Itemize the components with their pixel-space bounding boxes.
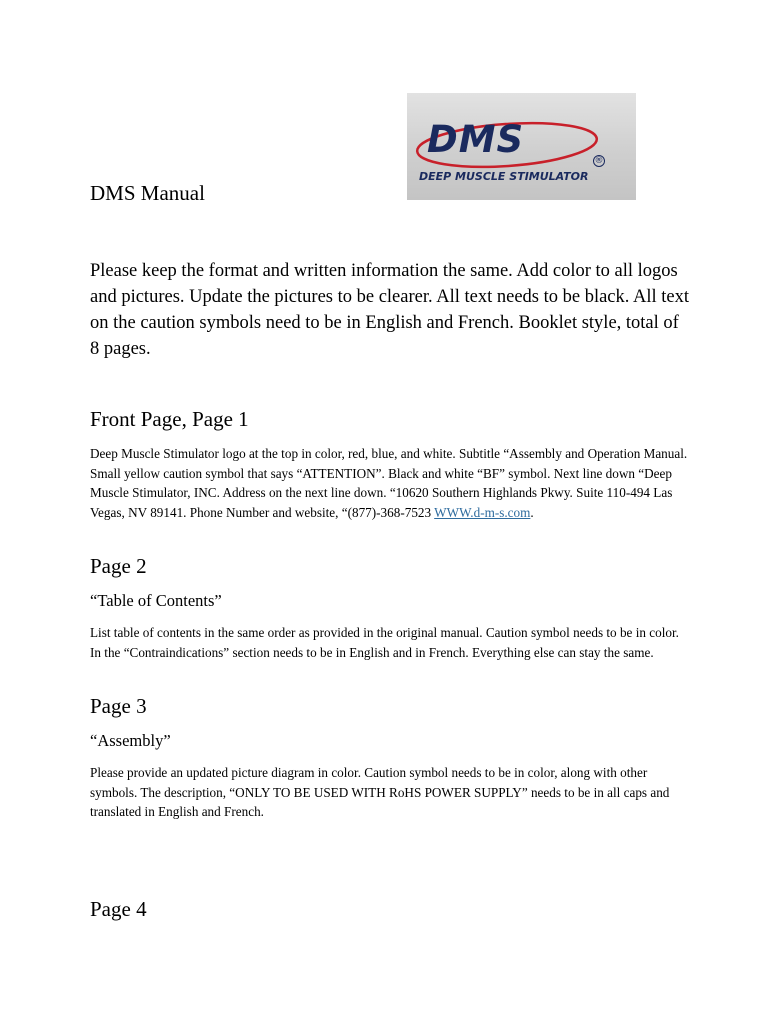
logo-brand-text: DMS [427,118,525,161]
section-heading-front-page: Front Page, Page 1 [90,407,249,431]
section-body-front-page [90,444,690,522]
section-subheading-page-3: “Assembly” [90,731,171,750]
section-heading-page-4: Page 4 [90,897,147,921]
front-page-text: Deep Muscle Stimulator logo at the top in color, red, blue, and white. Subtitle “Assembly and Operation Manual. Small yellow caution symbol that says “ATTENTION”. Black and white “BF” symbol. Next line down “Deep Muscle Stimulator, INC. Address on the next line down. “10620 Southern Highlands Pkwy. Suite 110-494 Las Vegas, NV 89141. Phone Number and website, “(877)-368-7523 [90,446,688,520]
section-heading-page-2: Page 2 [90,554,147,578]
section-subheading-page-2: “Table of Contents” [90,591,222,610]
website-link[interactable]: WWW.d-m-s.com [434,504,531,520]
logo-registered-mark: ® [594,156,604,166]
front-page-text-end: . [530,504,534,520]
document-title: DMS Manual [90,181,205,205]
section-body-page-3: Please provide an updated picture diagram in color. Caution symbol needs to be in color, along with other symbols. The description, “ONLY TO BE USED WITH RoHS POWER SUPPLY” needs to be in all caps and translated in English and French. [90,765,670,819]
logo-subtitle: DEEP MUSCLE STIMULATOR [419,170,589,183]
intro-paragraph: Please keep the format and written information the same. Add color to all logos and pictures. Update the pictures to be clearer. All text needs to be black. All text on the caution symbols need to be in English and French. Booklet style, total of 8 pages. [90,261,690,359]
dms-logo [407,93,636,200]
section-heading-page-3: Page 3 [90,694,147,718]
section-body-page-2: List table of contents in the same order as provided in the original manual. Caution symbol needs to be in color. In the “Contraindications” section needs to be in English and in French. Everything else can stay the same. [90,625,679,660]
